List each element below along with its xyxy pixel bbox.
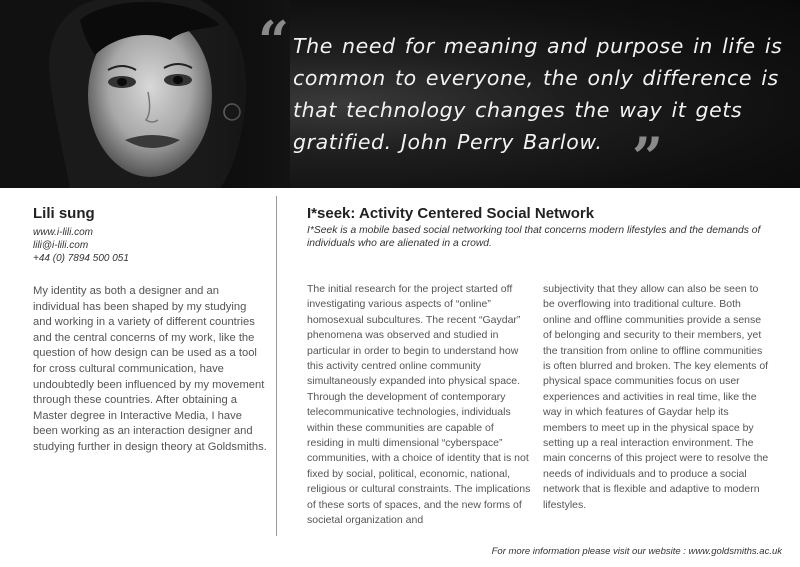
column-divider <box>276 196 277 536</box>
featured-quote: The need for meaning and purpose in life is common to everyone, the only difference is that technology changes the way it gets gratified. John Perry Barlow. <box>293 34 783 154</box>
profile-section <box>33 205 268 456</box>
close-quote-icon: ” <box>632 125 664 188</box>
footer-note: For more information please visit our website : www.goldsmiths.ac.uk <box>491 546 782 557</box>
bio-text: My identity as both a designer and an individual has been shaped by my studying and working in a variety of different countries and the central concerns of my work, like the question of how design can be used as a tool for cross cultural communication, have undoubtedly been influenced by my movement through these countries. After obtaining a Master degree in Interactive Media, I have been working as an interaction designer and studying further in design theory at Goldsmiths. <box>33 285 267 453</box>
portrait-photo <box>0 0 290 188</box>
phone-number: +44 (0) 7894 500 051 <box>33 253 129 264</box>
project-body-column-2: subjectivity that they allow can also be seen to be overflowing into traditional culture. Both online and offline communities provide a sense of belonging and security to their members, yet the transition from online to offline communities is often blurred and broken. The key elements of physical space communities focus on user experiences and activities in real time, like the way in which features of Gaydar help its members to meet up in the physical space by setting up a real interaction environment. The main concerns of this project were to resolve the needs of individuals and to produce a social network that is flexible and adaptive to modern lifestyles. <box>543 283 769 511</box>
header-banner <box>0 0 800 188</box>
project-body-column-1: The initial research for the project started off investigating various aspects of “online” homosexual subcultures. The recent “Gaydar” phenomena was observed and studied in particular in order to begin to understand how this activity centred online community simultaneously expanded into physical space. Through the development of contemporary telecommunicative technologies, individuals within these communities are capable of residing in multi dimensional “cyberspace” communities, with a choice of identity that is not fixed by social, political, economic, national, religious or cultural constraints. The implications of these sorts of spaces, and the new forms of societal organization and <box>307 283 531 527</box>
email-link[interactable]: lili@i-lili.com <box>33 240 89 251</box>
designer-name: Lili sung <box>33 205 95 222</box>
open-quote-icon: “ <box>258 9 290 73</box>
project-title: I*seek: Activity Centered Social Network <box>307 205 595 222</box>
website-link[interactable]: www.i-lili.com <box>33 227 93 238</box>
project-subtitle: I*Seek is a mobile based social networking tool that concerns modern lifestyles and the demands of individuals who are alienated in a crowd. <box>307 225 761 249</box>
